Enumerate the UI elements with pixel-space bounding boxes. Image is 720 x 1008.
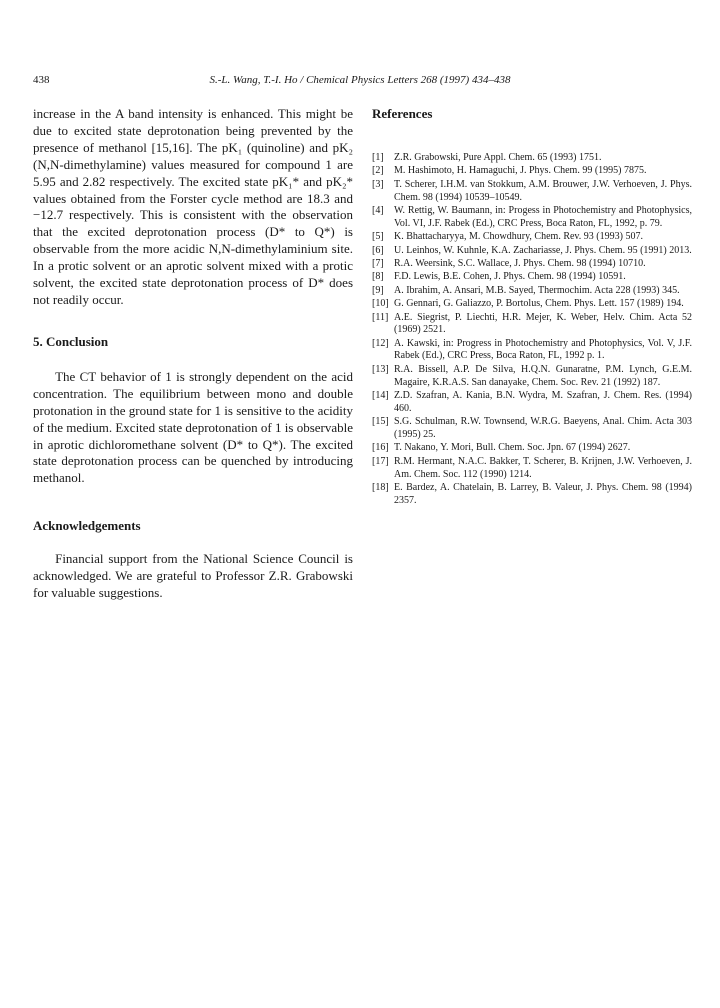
reference-text: K. Bhattacharyya, M. Chowdhury, Chem. Rev. 93 (1993) 507. <box>394 231 643 243</box>
conclusion-paragraph: The CT behavior of 1 is strongly dependent on the acid concentration. The equilibrium between mono and double protonation in the ground state for 1 is sensitive to the acidity of the medium. Excited state deprotonation of 1 is observable in aprotic dichloromethane solvent (D* to Q*). The excited state deprotonation process can be quenched by introducing methanol. <box>33 368 353 486</box>
reference-text: T. Nakano, Y. Mori, Bull. Chem. Soc. Jpn. 67 (1994) 2627. <box>394 442 631 454</box>
reference-number: [18] <box>372 482 389 494</box>
acknowledgements-heading: Acknowledgements <box>33 518 141 534</box>
reference-text: A.E. Siegrist, P. Liechti, H.R. Mejer, K. Weber, Helv. Chim. Acta 52 (1969) 2521. <box>394 311 692 336</box>
reference-number: [10] <box>372 298 389 310</box>
reference-item <box>372 258 692 271</box>
reference-item <box>372 416 692 442</box>
reference-text: F.D. Lewis, B.E. Cohen, J. Phys. Chem. 98 (1994) 10591. <box>394 271 626 283</box>
left-column <box>33 106 353 602</box>
reference-item <box>372 456 692 482</box>
reference-number: [9] <box>372 284 384 296</box>
reference-item <box>372 271 692 284</box>
reference-number: [17] <box>372 455 389 467</box>
reference-number: [2] <box>372 165 384 177</box>
intro-paragraph: increase in the A band intensity is enhanced. This might be due to excited state deprotonation being prevented by the presence of methanol [15,16]. The pK₁ (quinoline) and pK₂ (N,N-dimethylamine) values measured for compound 1 are 5.95 and 2.82 respectively. The excited state pK₁* and pK₂* values obtained from the Forster cycle method are 18.3 and −12.7 respectively. This is consistent with the observation that the excited deprotonation process (D* to Q*) is observable from the more acidic N,N-dimethylaminium site. In a protic solvent or an aprotic solvent mixed with a protic solvent, the excited state deprotonation process of D* does not readily occur. <box>33 106 353 307</box>
reference-text: A. Ibrahim, A. Ansari, M.B. Sayed, Thermochim. Acta 228 (1993) 345. <box>394 284 680 296</box>
reference-item <box>372 179 692 205</box>
reference-text: Z.D. Szafran, A. Kania, B.N. Wydra, M. Szafran, J. Chem. Res. (1994) 460. <box>394 390 692 414</box>
reference-text: M. Hashimoto, H. Hamaguchi, J. Phys. Chem. 99 (1995) 7875. <box>394 165 647 177</box>
reference-text: R.A. Weersink, S.C. Wallace, J. Phys. Chem. 98 (1994) 10710. <box>394 257 646 269</box>
reference-number: [15] <box>372 416 389 428</box>
references-heading: References <box>372 106 433 121</box>
reference-number: [11] <box>372 311 389 323</box>
reference-number: [4] <box>372 204 384 216</box>
reference-number: [7] <box>372 257 384 269</box>
reference-text: R.A. Bissell, A.P. De Silva, H.Q.N. Gunaratne, P.M. Lynch, G.E.M. Magaire, K.R.A.S. San danayake, Chem. Soc. Rev. 21 (1992) 187. <box>394 363 692 388</box>
reference-item <box>372 390 692 416</box>
reference-item <box>372 338 692 364</box>
page-number: 438 <box>33 74 50 86</box>
reference-text: S.G. Schulman, R.W. Townsend, W.R.G. Baeyens, Anal. Chim. Acta 303 (1995) 25. <box>394 416 692 441</box>
reference-text: W. Rettig, W. Baumann, in: Progess in Photochemistry and Photophysics, Vol. VI, J.F. Rabek (Ed.), CRC Press, Boca Raton, FL, 1992, p. 79. <box>394 204 692 229</box>
reference-item <box>372 231 692 244</box>
reference-number: [12] <box>372 337 389 349</box>
reference-item <box>372 245 692 258</box>
reference-text: R.M. Hermant, N.A.C. Bakker, T. Scherer, B. Krijnen, J.W. Verhoeven, J. Am. Chem. Soc. 112 (1990) 1214. <box>394 455 692 480</box>
reference-text: Z.R. Grabowski, Pure Appl. Chem. 65 (1993) 1751. <box>394 152 602 163</box>
reference-text: U. Leinhos, W. Kuhnle, K.A. Zachariasse, J. Phys. Chem. 95 (1991) 2013. <box>394 244 692 256</box>
reference-number: [5] <box>372 231 384 243</box>
reference-item <box>372 482 692 508</box>
reference-number: [14] <box>372 390 389 402</box>
reference-item <box>372 205 692 231</box>
reference-text: E. Bardez, A. Chatelain, B. Larrey, B. Valeur, J. Phys. Chem. 98 (1994) 2357. <box>394 482 692 506</box>
reference-text: T. Scherer, I.H.M. van Stokkum, A.M. Brouwer, J.W. Verhoeven, J. Phys. Chem. 98 (1994) 10539–10549. <box>394 178 692 203</box>
right-column <box>372 106 692 508</box>
reference-list <box>372 152 692 508</box>
reference-number: [6] <box>372 244 384 256</box>
reference-number: [13] <box>372 363 389 375</box>
reference-item <box>372 298 692 311</box>
reference-item <box>372 364 692 390</box>
running-title: S.-L. Wang, T.-I. Ho / Chemical Physics Letters 268 (1997) 434–438 <box>209 74 511 86</box>
reference-number: [3] <box>372 178 384 190</box>
reference-text: A. Kawski, in: Progress in Photochemistry and Photophysics, Vol. V, J.F. Rabek (Ed.), CRC Press, Boca Raton, FL, 1992 p. 1. <box>394 337 692 362</box>
reference-item <box>372 312 692 338</box>
reference-item <box>372 442 692 455</box>
reference-item <box>372 285 692 298</box>
reference-item <box>372 165 692 178</box>
reference-number: [16] <box>372 442 389 454</box>
reference-number: [1] <box>372 152 384 163</box>
reference-number: [8] <box>372 271 384 283</box>
reference-text: G. Gennari, G. Galiazzo, P. Bortolus, Chem. Phys. Lett. 157 (1989) 194. <box>394 298 684 310</box>
acknowledgements-paragraph: Financial support from the National Science Council is acknowledged. We are grateful to Professor Z.R. Grabowski for valuable suggestions. <box>33 551 353 601</box>
reference-item <box>372 152 692 165</box>
conclusion-heading: 5. Conclusion <box>33 333 109 349</box>
